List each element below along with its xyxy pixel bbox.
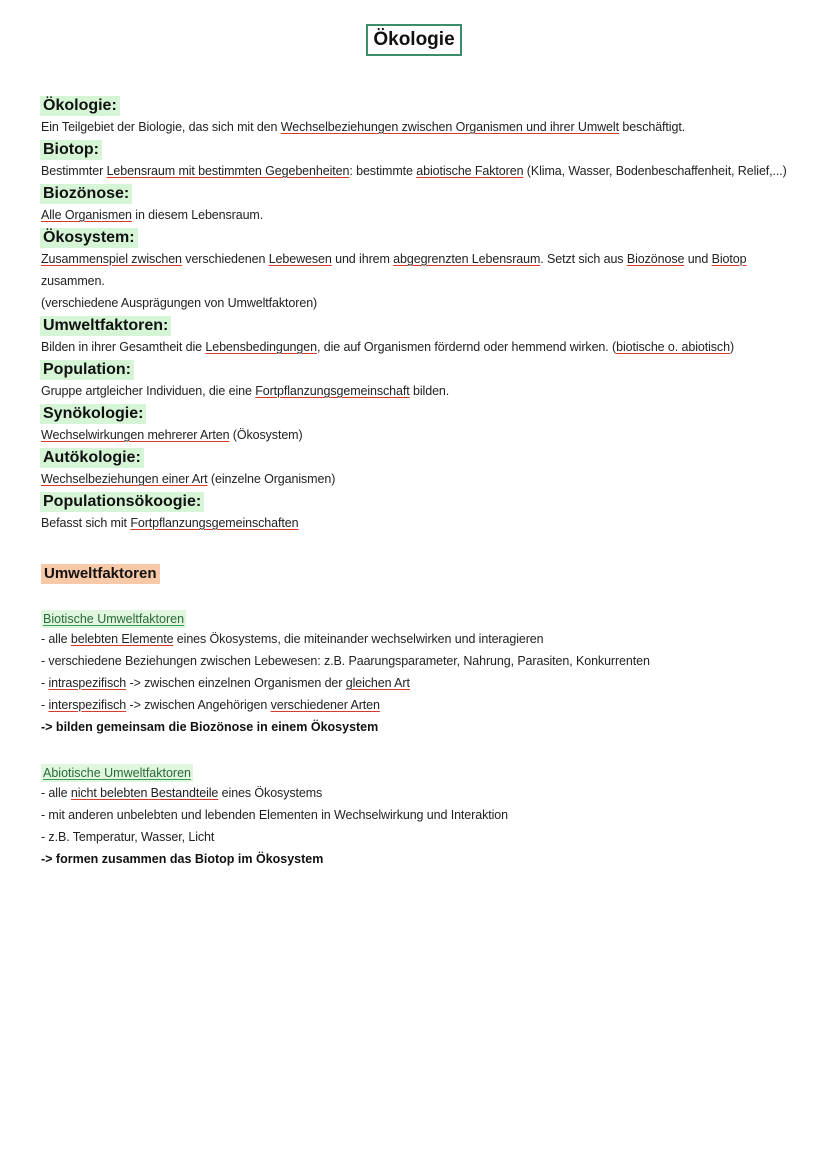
text-segment: (verschiedene Ausprägungen von Umweltfaktoren) [41,296,318,310]
definition-term: Biotop: [40,140,102,160]
definition-text [41,468,801,490]
text-segment: - alle [41,786,71,800]
section-umweltfaktoren [41,564,801,584]
page-title: Ökologie [366,24,461,56]
text-segment: : bestimmte [349,164,417,178]
underlined-text: Lebewesen [268,252,332,266]
bullet-line [41,672,801,694]
text-segment: bilden. [409,384,450,398]
text-segment: eines Ökosystems [218,786,323,800]
underlined-text: Biozönose [626,252,685,266]
text-segment: (einzelne Organismen) [207,472,336,486]
biotic-conclusion: -> bilden gemeinsam die Biozönose in einem Ökosystem [41,720,379,734]
definition-term: Ökosystem: [40,228,138,248]
underlined-text: belebten Elemente [70,632,174,646]
bullet-line [41,804,801,826]
text-segment: in diesem Lebensraum. [131,208,264,222]
biotic-factors [41,610,801,738]
underlined-text: Lebensbedingungen [205,340,317,354]
definition-item [41,228,801,314]
definitions-list [41,96,801,536]
text-segment: (Klima, Wasser, Bodenbeschaffenheit, Relief,...) [523,164,787,178]
definition-item [41,96,801,138]
underlined-text: abgegrenzten Lebensraum [393,252,541,266]
definition-text [41,116,801,138]
text-segment: und ihrem [331,252,394,266]
underlined-text: Fortpflanzungsgemeinschaften [130,516,299,530]
definition-text [41,292,801,314]
bullet-line [41,826,801,848]
text-segment: - verschiedene Beziehungen zwischen Lebewesen: z.B. Paarungsparameter, Nahrung, Parasiten, Konkurrenten [41,654,650,668]
underlined-text: Wechselbeziehungen einer Art [41,472,208,486]
title-wrapper [0,24,828,56]
underlined-text: biotische o. abiotisch [616,340,730,354]
underlined-text: abiotische Faktoren [416,164,524,178]
abiotic-heading: Abiotische Umweltfaktoren [43,766,191,780]
underlined-text: Alle Organismen [41,208,132,222]
definition-text [41,424,801,446]
text-segment: verschiedenen [181,252,269,266]
underlined-text: Zusammenspiel zwischen [41,252,182,266]
definition-item [41,492,801,534]
biotic-lines [41,628,801,716]
definition-term: Populationsökoogie: [40,492,204,512]
definition-text [41,336,801,358]
underlined-text: verschiedener Arten [270,698,380,712]
underlined-text: Lebensraum mit bestimmten Gegebenheiten [106,164,350,178]
underlined-text: Wechselwirkungen mehrerer Arten [41,428,230,442]
text-segment: Gruppe artgleicher Individuen, die eine [41,384,256,398]
definition-term: Ökologie: [40,96,120,116]
text-segment: - mit anderen unbelebten und lebenden Elementen in Wechselwirkung und Interaktion [41,808,508,822]
text-segment: , die auf Organismen fördernd oder hemmend wirken. ( [316,340,617,354]
text-segment: eines Ökosystems, die miteinander wechselwirken und interagieren [173,632,544,646]
text-segment: - z.B. Temperatur, Wasser, Licht [41,830,215,844]
text-segment: -> zwischen einzelnen Organismen der [126,676,346,690]
text-segment: ) [729,340,735,354]
text-segment: beschäftigt. [618,120,686,134]
abiotic-conclusion: -> formen zusammen das Biotop im Ökosystem [41,852,324,866]
text-segment: -> zwischen Angehörigen [126,698,271,712]
text-segment: Befasst sich mit [41,516,131,530]
underlined-text: intraspezifisch [48,676,127,690]
text-segment: Ein Teilgebiet der Biologie, das sich mit den [41,120,281,134]
definition-item [41,316,801,358]
text-segment: Bilden in ihrer Gesamtheit die [41,340,206,354]
bullet-line [41,694,801,716]
underlined-text: Biotop [711,252,747,266]
text-segment: Bestimmter [41,164,107,178]
underlined-text: interspezifisch [48,698,127,712]
definition-text [41,160,801,182]
text-segment: - [41,676,49,690]
definition-term: Synökologie: [40,404,146,424]
underlined-text: nicht belebten Bestandteile [70,786,219,800]
definition-item [41,184,801,226]
definition-item [41,404,801,446]
definition-item [41,360,801,402]
definition-text [41,248,801,292]
definition-item [41,448,801,490]
definition-term: Autökologie: [40,448,144,468]
definition-term: Biozönose: [40,184,132,204]
biotic-heading: Biotische Umweltfaktoren [43,612,185,626]
text-segment: (Ökosystem) [229,428,303,442]
bullet-line [41,628,801,650]
definition-text [41,380,801,402]
text-segment: zusammen. [41,274,105,288]
bullet-line [41,650,801,672]
underlined-text: Wechselbeziehungen zwischen Organismen und ihrer Umwelt [280,120,619,134]
underlined-text: gleichen Art [345,676,410,690]
bullet-line [41,782,801,804]
underlined-text: Fortpflanzungsgemeinschaft [255,384,410,398]
section-title: Umweltfaktoren [41,564,160,584]
text-segment: . Setzt sich aus [540,252,627,266]
definition-text [41,512,801,534]
text-segment: - alle [41,632,71,646]
text-segment: - [41,698,49,712]
definition-term: Umweltfaktoren: [40,316,171,336]
definition-term: Population: [40,360,134,380]
definition-text [41,204,801,226]
text-segment: und [684,252,712,266]
abiotic-lines [41,782,801,848]
abiotic-factors [41,764,801,870]
definition-item [41,140,801,182]
